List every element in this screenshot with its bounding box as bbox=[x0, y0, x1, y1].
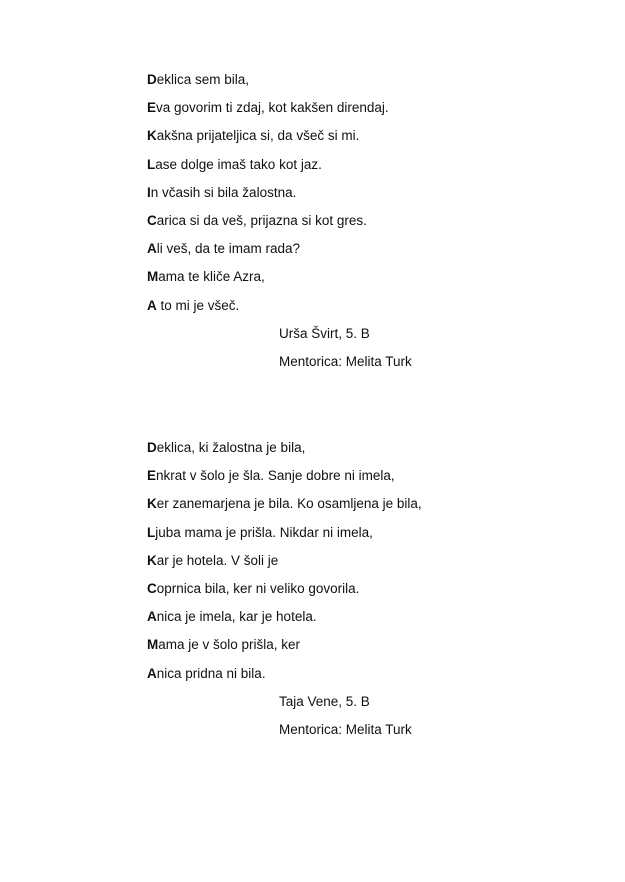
poem-line bbox=[147, 551, 422, 579]
line-text: nkrat v šolo je šla. Sanje dobre ni imela, bbox=[156, 468, 395, 484]
poem-line bbox=[147, 183, 412, 211]
acrostic-initial: K bbox=[147, 552, 157, 568]
poem-1 bbox=[147, 70, 412, 380]
poem-2 bbox=[147, 438, 422, 748]
acrostic-initial: D bbox=[147, 440, 157, 455]
line-text: juba mama je prišla. Nikdar ni imela, bbox=[155, 524, 373, 540]
poem-line bbox=[147, 579, 422, 607]
line-text: ase dolge imaš tako kot jaz. bbox=[155, 156, 322, 172]
acrostic-initial: L bbox=[147, 156, 156, 172]
poem-line bbox=[147, 607, 422, 635]
line-text: nica pridna ni bila. bbox=[156, 665, 266, 681]
acrostic-initial: C bbox=[147, 580, 157, 596]
mentor-credit: Mentorica: Melita Turk bbox=[279, 721, 412, 737]
acrostic-initial: K bbox=[147, 496, 157, 512]
acrostic-initial: K bbox=[147, 128, 157, 144]
acrostic-initial: M bbox=[147, 269, 159, 285]
line-text: ar je hotela. V šoli je bbox=[156, 552, 279, 568]
poem-line bbox=[147, 126, 412, 154]
line-text: arica si da veš, prijazna si kot gres. bbox=[156, 212, 367, 228]
line-text: eklica, ki žalostna je bila, bbox=[156, 440, 306, 455]
line-text: ama je v šolo prišla, ker bbox=[158, 637, 301, 653]
poem-line bbox=[147, 98, 412, 126]
poem-line bbox=[147, 267, 412, 295]
acrostic-initial: C bbox=[147, 212, 157, 228]
acrostic-initial: A bbox=[147, 609, 157, 625]
author-credit: Urša Švirt, 5. B bbox=[279, 325, 370, 341]
mentor-credit: Mentorica: Melita Turk bbox=[279, 353, 412, 369]
acrostic-initial: A bbox=[147, 241, 157, 257]
acrostic-initial: E bbox=[147, 100, 157, 116]
line-text: li veš, da te imam rada? bbox=[156, 241, 301, 257]
acrostic-initial: D bbox=[147, 72, 157, 87]
line-text: n včasih si bila žalostna. bbox=[150, 184, 297, 200]
line-text: to mi je všeč. bbox=[156, 297, 240, 313]
acrostic-initial: A bbox=[147, 665, 157, 681]
poem-line bbox=[147, 70, 412, 98]
line-text: akšna prijateljica si, da všeč si mi. bbox=[156, 128, 360, 144]
acrostic-initial: A bbox=[147, 297, 157, 313]
author-credit: Taja Vene, 5. B bbox=[279, 693, 370, 709]
line-text: er zanemarjena je bila. Ko osamljena je bila, bbox=[156, 496, 422, 512]
poem-line bbox=[147, 438, 422, 466]
acrostic-initial: L bbox=[147, 524, 156, 540]
poem-line bbox=[147, 523, 422, 551]
line-text: eklica sem bila, bbox=[156, 72, 250, 87]
line-text: nica je imela, kar je hotela. bbox=[156, 609, 317, 625]
poem-line bbox=[147, 635, 422, 663]
poem-line bbox=[147, 155, 412, 183]
line-text: ama te kliče Azra, bbox=[158, 269, 265, 285]
line-text: va govorim ti zdaj, kot kakšen direndaj. bbox=[156, 100, 389, 116]
poem-line bbox=[147, 296, 412, 324]
acrostic-initial: M bbox=[147, 637, 159, 653]
acrostic-initial: E bbox=[147, 468, 157, 484]
poem-line bbox=[147, 664, 422, 692]
line-text: oprnica bila, ker ni veliko govorila. bbox=[156, 580, 360, 596]
poem-line bbox=[147, 211, 412, 239]
acrostic-initial: I bbox=[147, 184, 151, 200]
poem-line bbox=[147, 466, 422, 494]
poem-line bbox=[147, 494, 422, 522]
poem-line bbox=[147, 239, 412, 267]
